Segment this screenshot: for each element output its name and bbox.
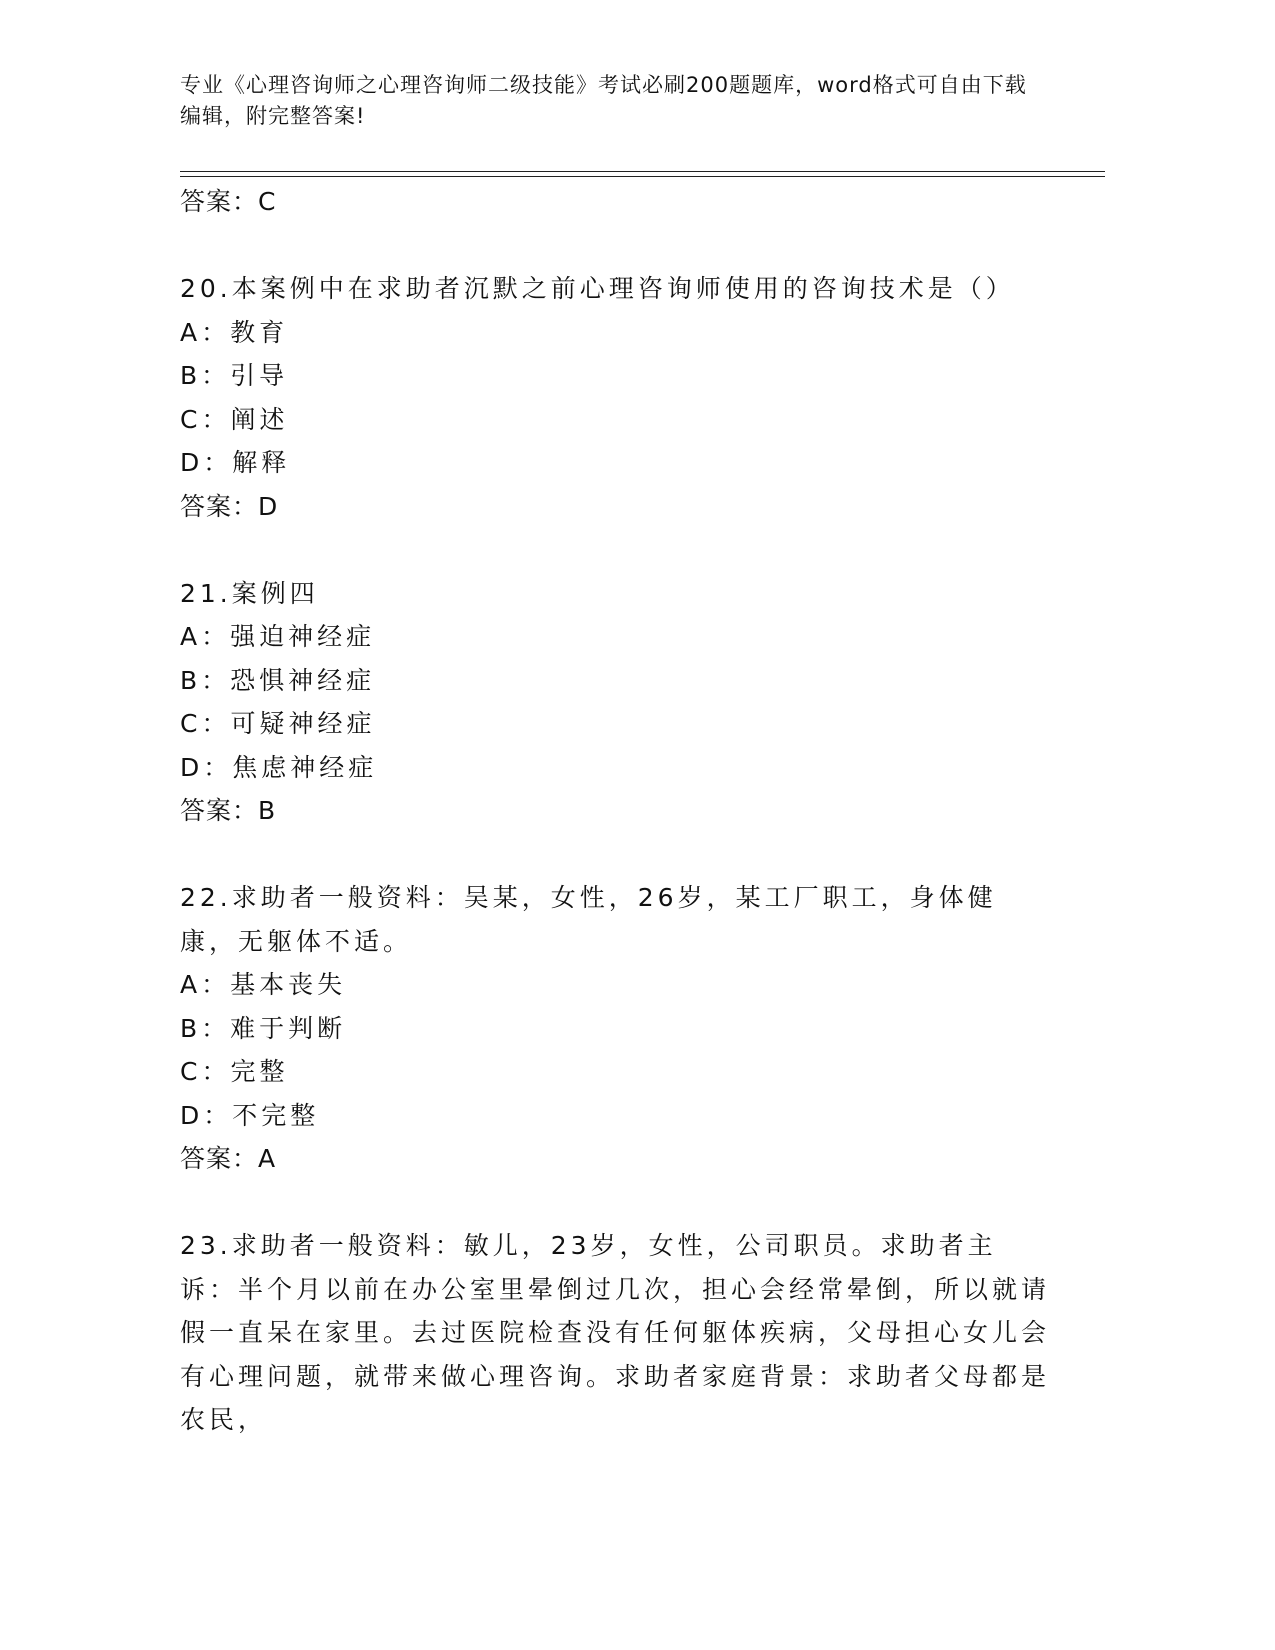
header-rule-top	[180, 171, 1105, 172]
option-a: A：教育	[180, 317, 289, 347]
option-a: A：基本丧失	[180, 970, 347, 999]
option-a: A：强迫神经症	[180, 622, 376, 651]
question-block	[180, 876, 1050, 1181]
header-rule-bottom	[180, 176, 1105, 177]
option-d: D：不完整	[180, 1100, 320, 1130]
answer-line: 答案：C	[180, 187, 277, 216]
option-c: C：可疑神经症	[180, 709, 376, 738]
question-text: 23.求助者一般资料：敏儿，23岁，女性，公司职员。求助者主诉：半个月以前在办公室里晕倒过几次，担心会经常晕倒，所以就请假一直呆在家里。去过医院检查没有任何躯体疾病，父母担心女儿会有心理问题，就带来做心理咨询。求助者家庭背景：求助者父母都是农民，	[180, 1231, 1051, 1434]
question-list	[180, 180, 1050, 1442]
question-block	[180, 1224, 1050, 1442]
question-block	[180, 267, 1050, 528]
option-c: C：完整	[180, 1057, 289, 1086]
option-b: B：引导	[180, 361, 289, 390]
option-d: D：焦虑神经症	[180, 752, 378, 782]
answer-line: 答案：A	[180, 1144, 277, 1173]
option-b: B：恐惧神经症	[180, 665, 376, 695]
question-block	[180, 572, 1050, 833]
question-text: 22.求助者一般资料：吴某，女性，26岁，某工厂职工，身体健康，无躯体不适。	[180, 883, 997, 956]
document-header: 专业《心理咨询师之心理咨询师二级技能》考试必刷200题题库，word格式可自由下载编辑，附完整答案!	[180, 73, 1027, 128]
option-b: B：难于判断	[180, 1013, 347, 1043]
answer-line: 答案：D	[180, 491, 279, 521]
question-text: 20.本案例中在求助者沉默之前心理咨询师使用的咨询技术是（）	[180, 274, 1015, 303]
option-c: C：阐述	[180, 404, 289, 434]
option-d: D：解释	[180, 448, 291, 477]
question-text: 21.案例四	[180, 578, 319, 608]
answer-line: 答案：B	[180, 796, 277, 825]
